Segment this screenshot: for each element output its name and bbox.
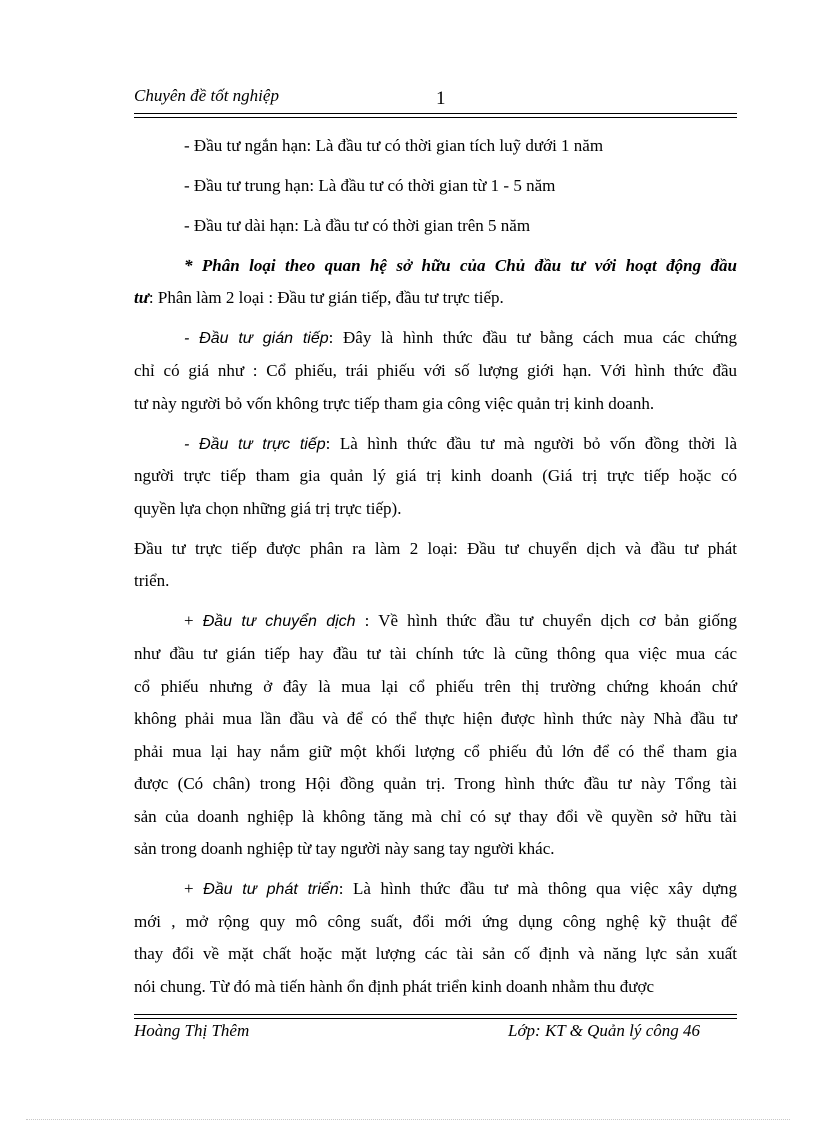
body-line: thay đổi về mặt chất hoặc mặt lượng các tài sản cố định và năng lực sản xuất bbox=[134, 944, 737, 963]
body-line: được (Có chân) trong Hội đồng quản trị. Trong hình thức đầu tư này Tổng tài bbox=[134, 774, 737, 793]
footer-class: Lớp: KT & Quản lý công 46 bbox=[508, 1021, 700, 1040]
body-line: như đầu tư gián tiếp hay đầu tư tài chính tức là cũng thông qua việc mua các bbox=[134, 644, 737, 663]
body-line: mới , mở rộng quy mô công suất, đổi mới ứng dụng công nghệ kỹ thuật để bbox=[134, 912, 737, 931]
term-italic: - Đầu tư trực tiếp bbox=[184, 436, 326, 453]
body-line bbox=[134, 288, 504, 308]
body-line: triển. bbox=[134, 571, 170, 590]
body-line: chỉ có giá như : Cổ phiếu, trái phiếu với số lượng giới hạn. Với hình thức đầu bbox=[134, 361, 737, 380]
body-line: - Đầu tư trung hạn: Là đầu tư có thời gian từ 1 - 5 năm bbox=[184, 176, 556, 195]
term-definition: : Về hình thức đầu tư chuyển dịch cơ bản giống bbox=[355, 611, 738, 630]
page-number: 1 bbox=[436, 88, 446, 109]
header-title: Chuyên đề tốt nghiệp bbox=[134, 86, 279, 105]
body-line bbox=[184, 434, 737, 454]
body-line: nói chung. Từ đó mà tiến hành ổn định phát triển kinh doanh nhằm thu được bbox=[134, 977, 655, 996]
body-line: quyền lựa chọn những giá trị trực tiếp). bbox=[134, 499, 402, 518]
plus-marker: + bbox=[184, 879, 204, 898]
section-heading: * Phân loại theo quan hệ sở hữu của Chủ đầu tư với hoạt động đầu bbox=[184, 256, 737, 275]
plus-marker: + bbox=[184, 611, 203, 630]
body-line: người trực tiếp tham gia quản lý giá trị kinh doanh (Giá trị trực tiếp hoặc có bbox=[134, 466, 737, 485]
body-line bbox=[184, 328, 737, 348]
footer-author: Hoàng Thị Thêm bbox=[134, 1021, 250, 1040]
term-definition: : Đây là hình thức đầu tư bằng cách mua các chứng bbox=[328, 328, 737, 347]
footer-rule-top bbox=[134, 1014, 737, 1015]
body-line bbox=[184, 879, 737, 899]
term-italic: Đầu tư chuyển dịch bbox=[202, 613, 356, 630]
term-definition: : Là hình thức đầu tư mà người bỏ vốn đồng thời là bbox=[325, 434, 737, 453]
body-line: sản trong doanh nghiệp từ tay người này sang tay người khác. bbox=[134, 839, 555, 858]
body-line bbox=[184, 611, 737, 631]
heading-rest: : Phân làm 2 loại : Đầu tư gián tiếp, đầu tư trực tiếp. bbox=[148, 288, 504, 307]
body-line: tư này người bỏ vốn không trực tiếp tham gia công việc quản trị kinh doanh. bbox=[134, 394, 655, 413]
body-line: không phải mua lần đầu và để có thể thực hiện được hình thức này Nhà đầu tư bbox=[134, 709, 737, 728]
term-italic: - Đầu tư gián tiếp bbox=[184, 330, 329, 347]
page-edge-dotted-line bbox=[26, 1119, 790, 1120]
body-line: Đầu tư trực tiếp được phân ra làm 2 loại: Đầu tư chuyển dịch và đầu tư phát bbox=[134, 539, 737, 558]
term-definition: : Là hình thức đầu tư mà thông qua việc xây dựng bbox=[338, 879, 738, 898]
header-rule-bottom bbox=[134, 117, 737, 118]
body-line: cổ phiếu nhưng ở đây là mua lại cổ phiếu trên thị trường chứng khoán chứ bbox=[134, 677, 737, 696]
body-line: - Đầu tư dài hạn: Là đầu tư có thời gian trên 5 năm bbox=[184, 216, 531, 235]
body-line: phải mua lại hay nắm giữ một khối lượng cổ phiếu đủ lớn để có thể tham gia bbox=[134, 742, 737, 761]
body-line: sản của doanh nghiệp là không tăng mà chỉ có sự thay đổi về quyền sở hữu tài bbox=[134, 807, 737, 826]
header-rule-top bbox=[134, 113, 737, 114]
footer-rule-bottom bbox=[134, 1018, 737, 1019]
term-italic: Đầu tư phát triển bbox=[203, 881, 339, 898]
heading-tail: tư bbox=[134, 288, 149, 307]
body-line: - Đầu tư ngắn hạn: Là đầu tư có thời gian tích luỹ dưới 1 năm bbox=[184, 136, 604, 155]
